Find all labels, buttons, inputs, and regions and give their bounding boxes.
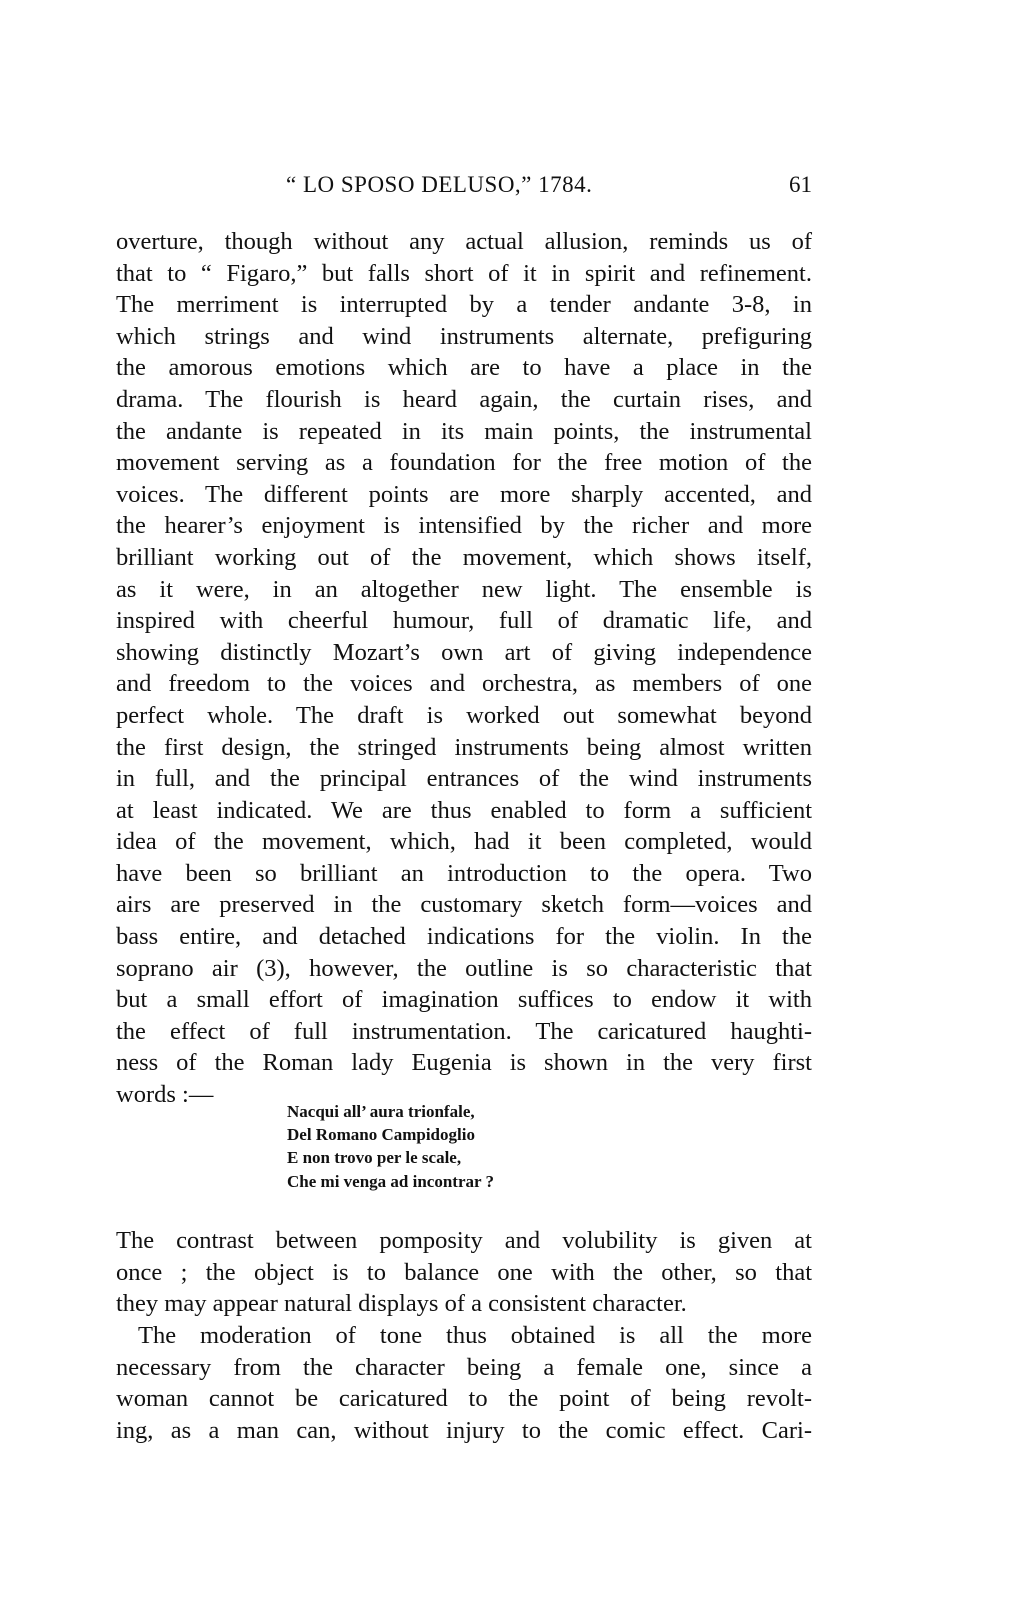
text-line: The contrast between pomposity and volubility is given at [116,1227,812,1254]
text-line: the first design, the stringed instruments being almost written [116,733,812,761]
text-line: have been so brilliant an introduction to the opera. Two [116,859,812,887]
text-line: soprano air (3), however, the outline is so characteristic that [116,954,812,982]
paragraph-2 [116,1225,812,1320]
text-line: as it were, in an altogether new light. The ensemble is [116,575,812,603]
text-line: woman cannot be caricatured to the point of being revolt- [116,1385,812,1413]
verse-line: E non trovo per le scale, [287,1148,462,1168]
running-title: “ LO SPOSO DELUSO,” 1784. [286,172,593,197]
verse-line: Nacqui all’ aura trionfale, [287,1102,475,1121]
page-number: 61 [789,172,812,197]
text-line: the hearer’s enjoyment is intensified by the richer and more [116,512,812,540]
text-line: they may appear natural displays of a consistent character. [116,1290,687,1318]
text-line: the effect of full instrumentation. The caricatured haughti- [116,1017,812,1045]
paragraph-3 [116,1320,812,1446]
text-line: which strings and wind instruments alternate, prefiguring [116,322,812,350]
text-line: inspired with cheerful humour, full of dramatic life, and [116,607,812,635]
verse-line: Del Romano Campidoglio [287,1125,475,1145]
text-line: that to “ Figaro,” but falls short of it in spirit and refinement. [116,259,812,287]
text-line: necessary from the character being a female one, since a [116,1353,812,1381]
text-line: bass entire, and detached indications for the violin. In the [116,923,812,951]
text-line: overture, though without any actual allusion, reminds us of [116,228,812,255]
text-line: showing distinctly Mozart’s own art of giving independence [116,638,812,666]
text-line: in full, and the principal entrances of the wind instruments [116,765,812,793]
text-line: but a small effort of imagination suffices to endow it with [116,986,812,1014]
text-line: airs are preserved in the customary sketch form—voices and [116,891,812,919]
text-line: drama. The flourish is heard again, the curtain rises, and [116,385,812,413]
text-line: voices. The different points are more sharply accented, and [116,480,812,508]
text-line: brilliant working out of the movement, which shows itself, [116,543,812,571]
text-line: the andante is repeated in its main points, the instrumental [116,417,812,445]
text-line: once ; the object is to balance one with the other, so that [116,1258,812,1286]
text-line: The merriment is interrupted by a tender andante 3-8, in [116,291,812,319]
text-line: ing, as a man can, without injury to the comic effect. Cari- [116,1416,812,1444]
text-line: ness of the Roman lady Eugenia is shown in the very first [116,1049,812,1077]
text-line: and freedom to the voices and orchestra, as members of one [116,670,812,698]
text-line: words :— [116,1081,214,1109]
verse-line: Che mi venga ad incontrar ? [287,1171,494,1191]
verse-quotation [287,1100,494,1193]
page-header [116,172,812,206]
text-line: The moderation of tone thus obtained is all the more [138,1322,812,1349]
paragraph-1 [116,226,812,1111]
text-line: perfect whole. The draft is worked out somewhat beyond [116,701,812,729]
text-line: at least indicated. We are thus enabled to form a sufficient [116,796,812,824]
text-line: the amorous emotions which are to have a place in the [116,354,812,382]
text-line: idea of the movement, which, had it been completed, would [116,828,812,856]
text-line: movement serving as a foundation for the free motion of the [116,449,812,477]
